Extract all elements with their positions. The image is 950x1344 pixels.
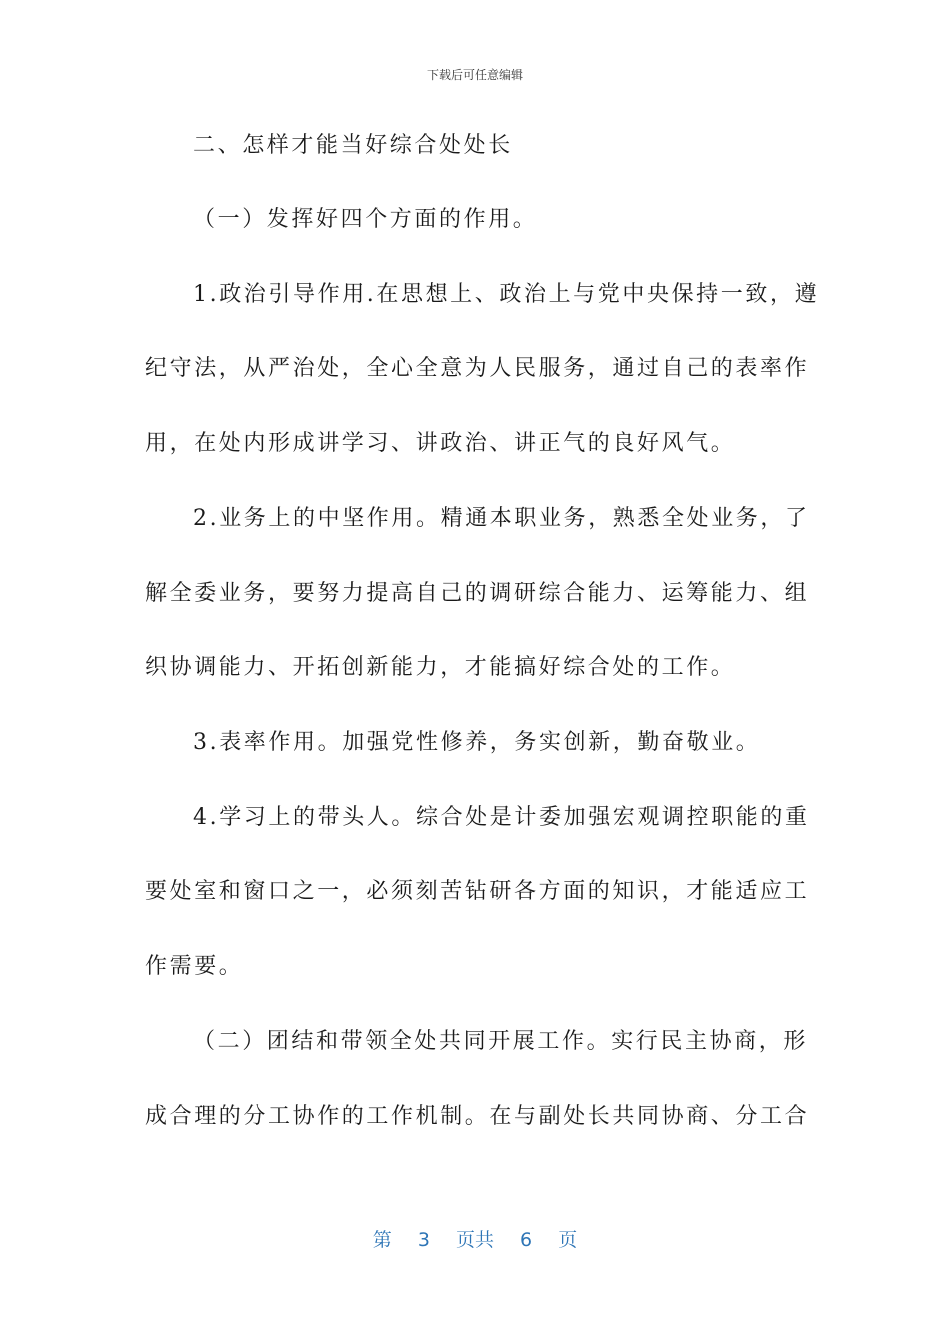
page-label-middle: 页共 [455,1229,494,1251]
subsection-heading: （一）发挥好四个方面的作用。 [193,207,538,232]
paragraph-line: （二）团结和带领全处共同开展工作。实行民主协商，形 [193,1029,809,1054]
paragraph-line: 解全委业务，要努力提高自己的调研综合能力、运筹能力、组 [145,581,810,606]
total-pages-number: 6 [520,1229,533,1251]
paragraph-line: 2.业务上的中坚作用。精通本职业务，熟悉全处业务，了 [193,506,810,531]
section-heading: 二、怎样才能当好综合处处长 [193,133,513,158]
paragraph-line: 纪守法，从严治处，全心全意为人民服务，通过自己的表率作 [145,356,810,381]
paragraph-line: 作需要。 [145,954,244,979]
page-label-prefix: 第 [372,1229,392,1251]
paragraph-line: 织协调能力、开拓创新能力，才能搞好综合处的工作。 [145,655,736,680]
paragraph-line: 4.学习上的带头人。综合处是计委加强宏观调控职能的重 [193,805,810,830]
paragraph-line: 成合理的分工协作的工作机制。在与副处长共同协商、分工合 [145,1104,810,1129]
paragraph-line: 1.政治引导作用.在思想上、政治上与党中央保持一致，遵 [193,282,820,307]
paragraph-line: 3.表率作用。加强党性修养，务实创新，勤奋敬业。 [193,730,761,755]
paragraph-line: 用，在处内形成讲学习、讲政治、讲正气的良好风气。 [145,431,736,456]
page-number-footer [0,1225,950,1252]
paragraph-line: 要处室和窗口之一，必须刻苦钻研各方面的知识，才能适应工 [145,879,810,904]
header-note: 下载后可任意编辑 [426,68,523,82]
page-label-suffix: 页 [558,1229,578,1251]
current-page-number: 3 [417,1229,430,1251]
